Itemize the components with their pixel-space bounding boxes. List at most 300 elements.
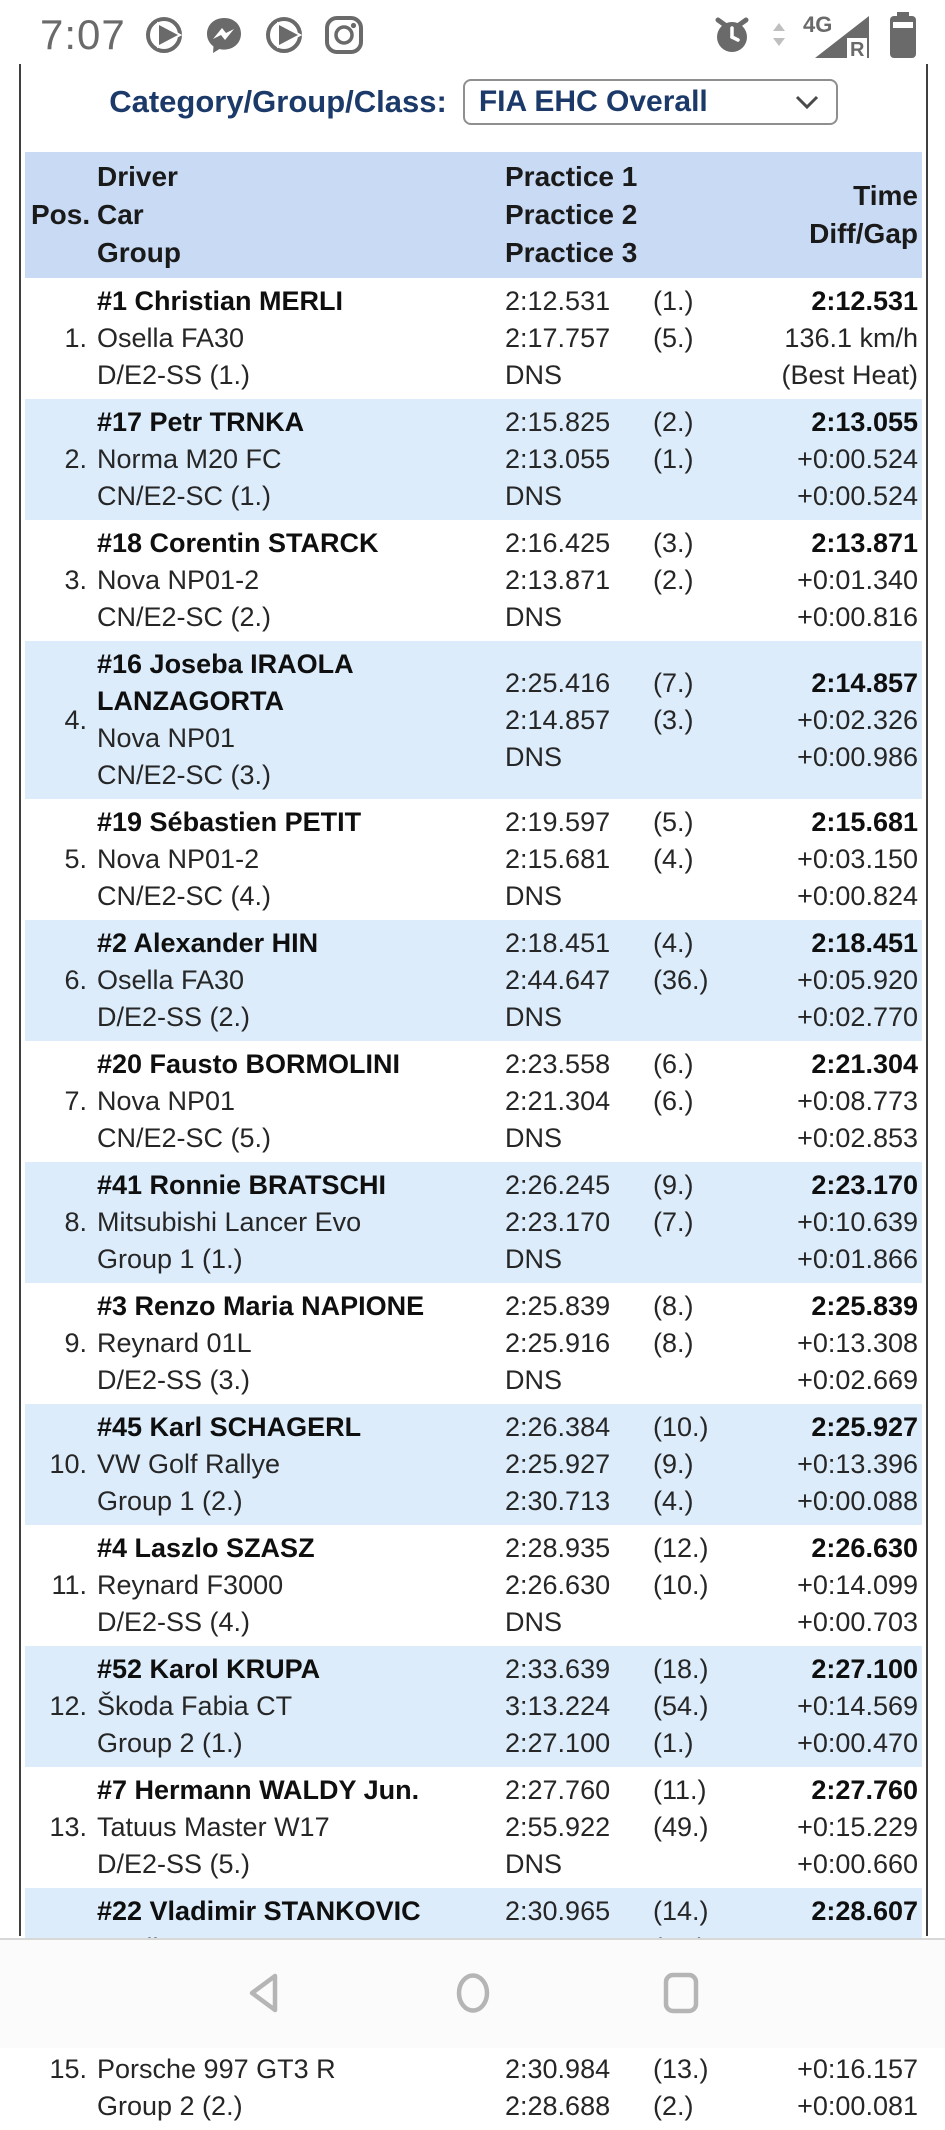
- row-diff-total: +0:01.340: [797, 565, 918, 595]
- row-best-time: 2:21.304: [811, 1049, 918, 1079]
- practice-3-line: [505, 1604, 734, 1641]
- practice-1-time: 2:26.384: [505, 1412, 611, 1442]
- header-driver-car-group: [97, 158, 505, 272]
- row-result: [734, 1288, 922, 1399]
- practice-1-rank: (3.): [653, 528, 694, 558]
- row-diff-gap: +0:00.703: [797, 1607, 918, 1637]
- row-best-time: 2:14.857: [811, 667, 918, 698]
- practice-1-rank: (2.): [653, 407, 694, 437]
- row-driver-car-group: [97, 1530, 505, 1641]
- practice-1-rank: (12.): [653, 1533, 709, 1563]
- practice-1-rank: (18.): [653, 1654, 709, 1684]
- row-driver-car-group: [97, 404, 505, 515]
- row-diff-gap: +0:00.470: [797, 1728, 918, 1758]
- practice-1-rank: (10.): [653, 1412, 709, 1442]
- row-driver-car-group: [97, 283, 505, 394]
- row-driver-name: #7 Hermann WALDY Jun.: [97, 1775, 420, 1805]
- home-circle-icon: [450, 1970, 496, 2016]
- row-position: 15.: [49, 2054, 87, 2084]
- practice-1-rank: (6.): [653, 1049, 694, 1079]
- practice-3-time: DNS: [505, 1244, 563, 1274]
- practice-3-time: 2:27.100: [505, 1728, 611, 1758]
- table-row: [25, 399, 922, 520]
- row-position: 7.: [64, 1086, 87, 1116]
- practice-1-time: 2:16.425: [505, 528, 611, 558]
- status-bar-right: [709, 10, 919, 60]
- row-diff-gap: +0:00.088: [797, 1486, 918, 1516]
- row-practice-times: [505, 1530, 734, 1641]
- practice-1-rank: (8.): [653, 1291, 694, 1321]
- row-driver-name: #17 Petr TRNKA: [97, 407, 305, 437]
- row-result: [734, 925, 922, 1036]
- practice-3-time: DNS: [505, 360, 563, 390]
- row-practice-times: [505, 1046, 734, 1157]
- status-time: 7:07: [40, 11, 126, 58]
- signal-4g-roaming-icon: [803, 10, 873, 60]
- header-practice-2: Practice 2: [505, 199, 638, 230]
- practice-2-line: [505, 702, 734, 739]
- row-car: VW Golf Rallye: [97, 1449, 281, 1479]
- practice-1-time: 2:27.760: [505, 1775, 611, 1805]
- row-driver-name: #1 Christian MERLI: [97, 286, 344, 316]
- header-group: Group: [97, 237, 181, 268]
- header-practice-1: Practice 1: [505, 161, 638, 192]
- row-driver-name: #41 Ronnie BRATSCHI: [97, 1170, 387, 1200]
- row-driver-car-group: [97, 646, 505, 794]
- row-group: D/E2-SS (5.): [97, 1849, 251, 1879]
- row-car: Osella FA30: [97, 323, 245, 353]
- table-header-row: [25, 152, 922, 278]
- category-select-value: FIA EHC Overall: [478, 85, 708, 118]
- practice-2-line: [505, 1204, 734, 1241]
- instagram-icon: [322, 13, 366, 57]
- header-time: Time: [853, 180, 918, 211]
- table-row: [25, 1525, 922, 1646]
- row-car: Nova NP01-2: [97, 844, 260, 874]
- practice-3-line: [505, 1483, 734, 1520]
- practice-2-rank: (6.): [653, 1086, 694, 1116]
- row-position: 9.: [64, 1328, 87, 1358]
- row-diff-gap: +0:02.770: [797, 1002, 918, 1032]
- practice-2-rank: (5.): [653, 323, 694, 353]
- practice-3-rank: (1.): [653, 1728, 694, 1758]
- row-result: [734, 1651, 922, 1762]
- practice-3-line: [505, 1362, 734, 1399]
- row-group: D/E2-SS (3.): [97, 1365, 251, 1395]
- row-diff-total: +0:10.639: [797, 1207, 918, 1237]
- row-diff-total: +0:02.326: [797, 704, 918, 735]
- header-car: Car: [97, 199, 144, 230]
- practice-2-rank: (54.): [653, 1691, 709, 1721]
- practice-2-rank: (3.): [653, 704, 694, 735]
- practice-2-time: 2:30.984: [505, 2054, 611, 2084]
- row-group: CN/E2-SC (1.): [97, 481, 272, 511]
- practice-2-line: [505, 841, 734, 878]
- status-bar: [0, 0, 945, 62]
- row-group: D/E2-SS (4.): [97, 1607, 251, 1637]
- row-driver-name: #18 Corentin STARCK: [97, 528, 379, 558]
- practice-2-time: 2:23.170: [505, 1207, 611, 1237]
- practice-3-line: [505, 1120, 734, 1157]
- row-driver-name: #20 Fausto BORMOLINI: [97, 1049, 401, 1079]
- row-car: Tatuus Master W17: [97, 1812, 330, 1842]
- row-diff-total: +0:05.920: [797, 965, 918, 995]
- practice-3-time: DNS: [505, 602, 563, 632]
- row-practice-times: [505, 1167, 734, 1278]
- row-diff-gap: +0:00.081: [797, 2091, 918, 2121]
- row-car: Škoda Fabia CT: [97, 1691, 293, 1721]
- practice-3-time: DNS: [505, 1365, 563, 1395]
- web-page: [19, 64, 928, 2121]
- table-row: [25, 920, 922, 1041]
- row-driver-car-group: [97, 525, 505, 636]
- row-car: Nova NP01: [97, 723, 236, 753]
- row-group: CN/E2-SC (2.): [97, 602, 272, 632]
- row-best-time: 2:15.681: [811, 807, 918, 837]
- practice-3-line: [505, 357, 734, 394]
- row-driver-car-group: [97, 925, 505, 1036]
- practice-2-rank: (2.): [653, 565, 694, 595]
- row-driver-car-group: [97, 1772, 505, 1883]
- row-car: Mitsubishi Lancer Evo: [97, 1207, 362, 1237]
- practice-1-rank: (1.): [653, 286, 694, 316]
- practice-1-line: [505, 804, 734, 841]
- row-result: [734, 525, 922, 636]
- row-driver-car-group: [97, 1651, 505, 1762]
- practice-3-line: [505, 1725, 734, 1762]
- practice-1-rank: (11.): [653, 1775, 707, 1805]
- category-selector-row: [21, 76, 926, 128]
- practice-1-time: 2:12.531: [505, 286, 611, 316]
- header-practice-3: Practice 3: [505, 237, 638, 268]
- category-label: Category/Group/Class:: [109, 84, 447, 119]
- home-button[interactable]: [444, 1964, 502, 2025]
- row-diff-gap: +0:00.824: [797, 881, 918, 911]
- table-row: [25, 520, 922, 641]
- table-row: [25, 1646, 922, 1767]
- row-best-time: 2:27.100: [811, 1654, 918, 1684]
- row-driver-car-group: [97, 1167, 505, 1278]
- category-select[interactable]: [463, 79, 838, 125]
- row-position: 5.: [64, 844, 87, 874]
- row-diff-gap: +0:01.866: [797, 1244, 918, 1274]
- row-driver-car-group: [97, 804, 505, 915]
- table-row: [25, 1283, 922, 1404]
- row-position: 4.: [64, 704, 87, 735]
- data-updown-arrows-icon: [769, 15, 789, 55]
- practice-2-time: 2:25.927: [505, 1449, 611, 1479]
- row-result: [734, 404, 922, 515]
- row-diff-total: +0:13.308: [797, 1328, 918, 1358]
- row-diff-total: +0:16.157: [797, 2054, 918, 2084]
- practice-3-line: [505, 878, 734, 915]
- row-position: 2.: [64, 444, 87, 474]
- row-practice-times: [505, 283, 734, 394]
- practice-3-time: DNS: [505, 741, 563, 772]
- svg-text:R: R: [850, 39, 865, 61]
- row-practice-times: [505, 1772, 734, 1883]
- practice-2-rank: (10.): [653, 1570, 709, 1600]
- row-group: Group 1 (1.): [97, 1244, 243, 1274]
- practice-2-rank: (1.): [653, 444, 694, 474]
- row-position: 1.: [64, 323, 87, 353]
- practice-1-time: 2:15.825: [505, 407, 611, 437]
- back-button[interactable]: [236, 1964, 294, 2025]
- practice-1-time: 2:19.597: [505, 807, 611, 837]
- row-result: [734, 804, 922, 915]
- row-best-time: 2:13.055: [811, 407, 918, 437]
- row-best-time: 2:28.607: [811, 1896, 918, 1926]
- header-driver: Driver: [97, 161, 178, 192]
- row-car: Osella FA30: [97, 965, 245, 995]
- practice-3-time: DNS: [505, 1002, 563, 1032]
- practice-3-line: [505, 2088, 734, 2125]
- practice-1-line: [505, 283, 734, 320]
- row-result: [734, 1046, 922, 1157]
- row-driver-name: #52 Karol KRUPA: [97, 1654, 321, 1684]
- practice-2-time: 2:44.647: [505, 965, 611, 995]
- row-driver-car-group: [97, 1409, 505, 1520]
- practice-2-rank: (36.): [653, 965, 709, 995]
- practice-2-rank: (7.): [653, 1207, 694, 1237]
- svg-text:4G: 4G: [803, 12, 833, 37]
- battery-icon: [887, 10, 919, 60]
- row-car: Norma M20 FC: [97, 444, 282, 474]
- practice-1-time: 2:28.935: [505, 1533, 611, 1563]
- row-best-time: 2:27.760: [811, 1775, 918, 1805]
- practice-1-rank: (5.): [653, 807, 694, 837]
- row-practice-times: [505, 1409, 734, 1520]
- row-driver-name: #22 Vladimir STANKOVIC: [97, 1896, 421, 1926]
- row-diff-total: +0:14.569: [797, 1691, 918, 1721]
- row-diff-total: +0:15.229: [797, 1812, 918, 1842]
- row-best-time: 2:25.927: [811, 1412, 918, 1442]
- row-best-time: 2:25.839: [811, 1291, 918, 1321]
- practice-1-line: [505, 525, 734, 562]
- header-practice: [505, 158, 734, 272]
- practice-1-rank: (4.): [653, 928, 694, 958]
- circular-arrow-icon: [142, 13, 186, 57]
- status-bar-left: [40, 11, 366, 59]
- row-practice-times: [505, 525, 734, 636]
- row-best-time: 2:12.531: [811, 286, 918, 316]
- recents-button[interactable]: [652, 1964, 710, 2025]
- practice-3-line: [505, 1846, 734, 1883]
- results-table: [25, 152, 922, 2130]
- practice-1-rank: (7.): [653, 667, 694, 698]
- header-pos: Pos.: [31, 199, 91, 230]
- practice-2-rank: (13.): [653, 2054, 709, 2084]
- practice-2-line: [505, 1325, 734, 1362]
- practice-2-line: [505, 2051, 734, 2088]
- row-practice-times: [505, 925, 734, 1036]
- practice-3-rank: (2.): [653, 2091, 694, 2121]
- practice-2-line: [505, 1083, 734, 1120]
- table-row: [25, 1041, 922, 1162]
- row-group: Group 1 (2.): [97, 1486, 243, 1516]
- row-driver-car-group: [97, 1288, 505, 1399]
- row-driver-car-group: [97, 1046, 505, 1157]
- practice-1-time: 2:26.245: [505, 1170, 611, 1200]
- android-nav-bar: [0, 1940, 945, 2048]
- row-best-time: 2:23.170: [811, 1170, 918, 1200]
- practice-3-line: [505, 478, 734, 515]
- row-result: [734, 1530, 922, 1641]
- practice-3-line: [505, 1241, 734, 1278]
- practice-3-time: DNS: [505, 881, 563, 911]
- practice-2-line: [505, 441, 734, 478]
- practice-1-line: [505, 1893, 734, 1930]
- row-diff-total: +0:14.099: [797, 1570, 918, 1600]
- row-group: CN/E2-SC (5.): [97, 1123, 272, 1153]
- practice-3-time: 2:30.713: [505, 1486, 611, 1516]
- practice-2-line: [505, 1809, 734, 1846]
- row-group: D/E2-SS (2.): [97, 1002, 251, 1032]
- row-position: 12.: [49, 1691, 87, 1721]
- practice-1-line: [505, 1651, 734, 1688]
- practice-1-time: 2:18.451: [505, 928, 611, 958]
- row-diff-total: +0:00.524: [797, 444, 918, 474]
- practice-1-line: [505, 404, 734, 441]
- practice-1-time: 2:25.839: [505, 1291, 611, 1321]
- row-driver-name: #2 Alexander HIN: [97, 928, 319, 958]
- row-car: Nova NP01: [97, 1086, 236, 1116]
- row-group: CN/E2-SC (3.): [97, 760, 272, 790]
- row-position: 13.: [49, 1812, 87, 1842]
- row-best-time: 2:13.871: [811, 528, 918, 558]
- practice-2-line: [505, 320, 734, 357]
- practice-1-time: 2:30.965: [505, 1896, 611, 1926]
- practice-1-line: [505, 665, 734, 702]
- chevron-down-icon: [794, 93, 820, 111]
- table-row: [25, 278, 922, 399]
- row-group: D/E2-SS (1.): [97, 360, 251, 390]
- row-best-time: 2:26.630: [811, 1533, 918, 1563]
- row-diff-gap: +0:00.986: [797, 741, 918, 772]
- row-diff-gap: +0:00.524: [797, 481, 918, 511]
- row-group: CN/E2-SC (4.): [97, 881, 272, 911]
- row-diff-gap: +0:00.660: [797, 1849, 918, 1879]
- alarm-icon: [709, 12, 755, 58]
- practice-1-time: 2:25.416: [505, 667, 611, 698]
- row-position: 11.: [51, 1570, 87, 1600]
- practice-2-rank: (49.): [653, 1812, 709, 1842]
- practice-3-rank: (4.): [653, 1486, 694, 1516]
- row-diff-gap: (Best Heat): [781, 360, 918, 390]
- practice-2-time: 2:13.871: [505, 565, 611, 595]
- table-row: [25, 799, 922, 920]
- row-diff-total: +0:03.150: [797, 844, 918, 874]
- table-row: [25, 641, 922, 799]
- row-group: Group 2 (1.): [97, 1728, 243, 1758]
- row-practice-times: [505, 404, 734, 515]
- row-practice-times: [505, 1288, 734, 1399]
- practice-3-line: [505, 739, 734, 776]
- row-practice-times: [505, 1651, 734, 1762]
- header-time-diff-gap: [734, 177, 922, 253]
- row-result: [734, 665, 922, 776]
- practice-2-time: 2:21.304: [505, 1086, 611, 1116]
- row-driver-name: #19 Sébastien PETIT: [97, 807, 362, 837]
- header-diff-gap: Diff/Gap: [809, 218, 918, 249]
- row-diff-gap: +0:02.669: [797, 1365, 918, 1395]
- practice-2-time: 2:26.630: [505, 1570, 611, 1600]
- table-row: [25, 1404, 922, 1525]
- practice-2-line: [505, 962, 734, 999]
- practice-1-line: [505, 1409, 734, 1446]
- practice-3-line: [505, 599, 734, 636]
- row-result: [734, 1167, 922, 1278]
- row-diff-gap: +0:00.816: [797, 602, 918, 632]
- practice-2-line: [505, 1446, 734, 1483]
- row-result: [734, 1772, 922, 1883]
- row-practice-times: [505, 665, 734, 776]
- practice-3-time: DNS: [505, 1849, 563, 1879]
- practice-1-line: [505, 1046, 734, 1083]
- practice-2-time: 2:55.922: [505, 1812, 611, 1842]
- row-result: [734, 1409, 922, 1520]
- row-driver-name: #45 Karl SCHAGERL: [97, 1412, 362, 1442]
- circular-arrow-icon: [262, 13, 306, 57]
- practice-2-time: 2:25.916: [505, 1328, 611, 1358]
- practice-3-time: DNS: [505, 481, 563, 511]
- practice-1-line: [505, 1530, 734, 1567]
- practice-1-rank: (9.): [653, 1170, 694, 1200]
- table-row: [25, 1767, 922, 1888]
- practice-2-line: [505, 562, 734, 599]
- row-best-time: 2:18.451: [811, 928, 918, 958]
- practice-2-rank: (8.): [653, 1328, 694, 1358]
- messenger-icon: [202, 13, 246, 57]
- practice-2-time: 2:13.055: [505, 444, 611, 474]
- practice-2-rank: (4.): [653, 844, 694, 874]
- table-row: [25, 1162, 922, 1283]
- practice-2-line: [505, 1567, 734, 1604]
- row-driver-name: #16 Joseba IRAOLA LANZAGORTA: [97, 649, 353, 716]
- row-group: Group 2 (2.): [97, 2091, 243, 2121]
- practice-1-line: [505, 925, 734, 962]
- row-diff-total: 136.1 km/h: [784, 323, 918, 353]
- row-car: Porsche 997 GT3 R: [97, 2054, 336, 2084]
- practice-2-time: 2:14.857: [505, 704, 611, 735]
- row-diff-total: +0:08.773: [797, 1086, 918, 1116]
- back-triangle-icon: [242, 1970, 288, 2016]
- practice-2-time: 3:13.224: [505, 1691, 611, 1721]
- practice-2-time: 2:15.681: [505, 844, 611, 874]
- practice-1-time: 2:33.639: [505, 1654, 611, 1684]
- row-driver-name: #4 Laszlo SZASZ: [97, 1533, 315, 1563]
- row-result: [734, 283, 922, 394]
- practice-1-rank: (14.): [653, 1896, 709, 1926]
- practice-1-line: [505, 1167, 734, 1204]
- row-diff-total: +0:13.396: [797, 1449, 918, 1479]
- practice-2-rank: (9.): [653, 1449, 694, 1479]
- row-practice-times: [505, 804, 734, 915]
- row-diff-gap: +0:02.853: [797, 1123, 918, 1153]
- practice-3-time: DNS: [505, 1123, 563, 1153]
- practice-3-line: [505, 999, 734, 1036]
- row-position: 10.: [49, 1449, 87, 1479]
- row-car: Reynard F3000: [97, 1570, 284, 1600]
- practice-1-line: [505, 1288, 734, 1325]
- row-car: Nova NP01-2: [97, 565, 260, 595]
- table-body: [25, 278, 922, 2130]
- practice-1-time: 2:23.558: [505, 1049, 611, 1079]
- row-position: 6.: [64, 965, 87, 995]
- row-car: Reynard 01L: [97, 1328, 252, 1358]
- row-driver-name: #3 Renzo Maria NAPIONE: [97, 1291, 425, 1321]
- practice-3-time: DNS: [505, 1607, 563, 1637]
